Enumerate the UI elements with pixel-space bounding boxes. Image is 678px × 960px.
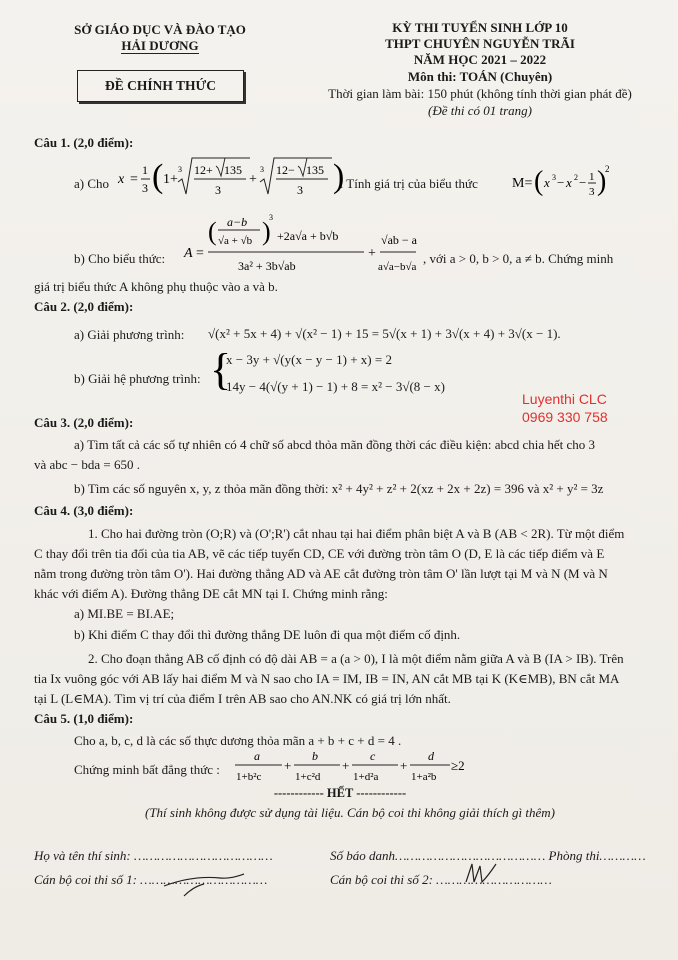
svg-text:2: 2 bbox=[574, 173, 578, 182]
subject: Môn thi: TOÁN (Chuyên) bbox=[407, 69, 553, 84]
q5-line2: Chứng minh bất đẳng thức : bbox=[74, 762, 220, 777]
department-name: SỞ GIÁO DỤC VÀ ĐÀO TẠO bbox=[74, 22, 246, 37]
svg-text:x: x bbox=[118, 172, 125, 187]
svg-text:): ) bbox=[262, 217, 271, 246]
q4-p1-line4: khác với điểm A). Đường thẳng DE cắt MN tại I. Chứng minh rằng: bbox=[34, 586, 388, 601]
q2b-eq1: x − 3y + √(y(x − y − 1) + x) = 2 bbox=[226, 352, 392, 367]
svg-text:3: 3 bbox=[215, 183, 221, 197]
svg-text:x: x bbox=[544, 175, 550, 190]
question-4-title: Câu 4. (3,0 điểm): bbox=[34, 503, 134, 518]
q1b-condition: , với a > 0, b > 0, a ≠ b. Chứng minh bbox=[423, 251, 614, 266]
q1b-A-formula bbox=[184, 210, 416, 282]
svg-text:√ab − a: √ab − a bbox=[381, 233, 418, 247]
svg-text:(: ( bbox=[534, 166, 544, 197]
province-name: HẢI DƯƠNG bbox=[121, 38, 199, 53]
svg-text:=: = bbox=[130, 172, 138, 187]
svg-text:1: 1 bbox=[589, 171, 595, 183]
svg-text:135: 135 bbox=[306, 163, 324, 177]
q2a-label: a) Giải phương trình: bbox=[74, 327, 185, 342]
footer-note: (Thí sinh không được sử dụng tài liệu. Cán bộ coi thi không giải thích gì thêm) bbox=[144, 805, 555, 820]
question-2-title: Câu 2. (2,0 điểm): bbox=[34, 299, 134, 314]
proctor-2-signature bbox=[462, 860, 502, 890]
svg-text:b: b bbox=[312, 749, 318, 763]
q5-line1: Cho a, b, c, d là các số thực dương thỏa mãn a + b + c + d = 4 . bbox=[74, 733, 402, 748]
svg-text:12−: 12− bbox=[276, 163, 295, 177]
svg-text:≥2: ≥2 bbox=[451, 758, 465, 773]
svg-text:=: = bbox=[196, 246, 204, 261]
q1b-label: b) Cho biểu thức: bbox=[74, 251, 166, 266]
q2b-eq2: 14y − 4(√(y + 1) − 1) + 8 = x² − 3√(8 − x) bbox=[226, 379, 445, 394]
svg-text:+: + bbox=[368, 246, 376, 261]
svg-text:): ) bbox=[333, 158, 345, 195]
svg-text:1+a²b: 1+a²b bbox=[411, 771, 437, 783]
svg-text:A: A bbox=[184, 246, 193, 261]
svg-text:3: 3 bbox=[589, 186, 595, 198]
q4-p1-line2: C thay đổi trên tia đối của tia AB, vẽ các tiếp tuyến CD, CE với đường tròn tâm O (D, E là các tiếp điểm và E bbox=[34, 546, 605, 561]
svg-text:c: c bbox=[370, 749, 376, 763]
svg-text:d: d bbox=[428, 749, 434, 763]
svg-text:1: 1 bbox=[142, 163, 148, 177]
svg-text:): ) bbox=[597, 166, 607, 197]
svg-text:(: ( bbox=[152, 158, 164, 195]
proctor-1-signature bbox=[160, 862, 250, 902]
svg-text:3: 3 bbox=[297, 183, 303, 197]
watermark-name: Luyenthi CLC bbox=[522, 391, 607, 407]
svg-text:2: 2 bbox=[605, 164, 610, 174]
q1a-m-formula bbox=[512, 160, 612, 206]
svg-text:3: 3 bbox=[142, 181, 148, 195]
q3b-text: b) Tìm các số nguyên x, y, z thỏa mãn đồng thời: x² + 4y² + z² + 2(xz + 2x + 2z) = 396 và x² + y² = 3z bbox=[74, 481, 604, 496]
q1a-x-formula bbox=[118, 152, 350, 208]
svg-text:12+: 12+ bbox=[194, 163, 213, 177]
q4-p2-line2: tia Ix vuông góc với AB lấy hai điểm M và N sao cho IA = IM, IB = IN, AN cắt MB tại K (K∈MB), BN cắt MA bbox=[34, 671, 620, 686]
q2b-label: b) Giải hệ phương trình: bbox=[74, 371, 201, 386]
school-year: NĂM HỌC 2021 – 2022 bbox=[413, 52, 547, 67]
exam-title: KỲ THI TUYỂN SINH LỚP 10 bbox=[392, 20, 568, 35]
q5-inequality bbox=[232, 746, 465, 786]
svg-text:+: + bbox=[400, 758, 408, 773]
svg-text:3a² + 3b√ab: 3a² + 3b√ab bbox=[238, 259, 296, 273]
svg-text:{: { bbox=[210, 345, 232, 394]
q4-p1-line1: 1. Cho hai đường tròn (O;R) và (O';R') cắt nhau tại hai điểm phân biệt A và B (AB < 2R). Từ một điểm bbox=[88, 526, 625, 541]
svg-text:√a + √b: √a + √b bbox=[218, 235, 253, 247]
svg-text:+: + bbox=[342, 758, 350, 773]
q4-p1-a: a) MI.BE = BI.AE; bbox=[74, 606, 175, 621]
svg-text:+: + bbox=[249, 172, 257, 187]
proctor-2-field: Cán bộ coi thi số 2: ………………………… bbox=[330, 872, 552, 887]
svg-text:(: ( bbox=[208, 217, 217, 246]
q1a-label: a) Cho bbox=[74, 176, 110, 191]
school-name: THPT CHUYÊN NGUYỄN TRÃI bbox=[385, 36, 575, 51]
svg-text:M=: M= bbox=[512, 176, 533, 191]
candidate-id-room-field: Số báo danh………………………………… Phòng thi………… bbox=[330, 848, 646, 863]
svg-text:1+d²a: 1+d²a bbox=[353, 771, 379, 783]
svg-text:−: − bbox=[579, 175, 587, 190]
svg-text:+: + bbox=[284, 758, 292, 773]
q4-p2-line1: 2. Cho đoạn thẳng AB cố định có độ dài AB = a (a > 0), I là một điểm nằm giữa A và B (IA > IB). Trên bbox=[88, 651, 624, 666]
end-marker: ------------ HẾT ------------ bbox=[273, 786, 407, 800]
svg-text:a−b: a−b bbox=[227, 215, 248, 229]
page-count: (Đề thi có 01 trang) bbox=[428, 103, 532, 118]
q3a-line2: và abc − bda = 650 . bbox=[34, 457, 140, 472]
official-box: ĐỀ CHÍNH THỨC bbox=[77, 70, 244, 102]
svg-text:135: 135 bbox=[224, 163, 242, 177]
svg-text:a√a−b√a: a√a−b√a bbox=[378, 261, 417, 273]
question-3-title: Câu 3. (2,0 điểm): bbox=[34, 415, 134, 430]
candidate-name-field: Họ và tên thí sinh: ……………………………… bbox=[34, 848, 273, 863]
q1a-mid-text: . Tính giá trị của biểu thức bbox=[340, 176, 478, 191]
svg-text:1+c²d: 1+c²d bbox=[295, 771, 321, 783]
svg-text:3: 3 bbox=[178, 165, 182, 174]
svg-text:3: 3 bbox=[269, 213, 273, 222]
q4-p1-b: b) Khi điểm C thay đổi thì đường thẳng DE luôn đi qua một điểm cố định. bbox=[74, 627, 461, 642]
q4-p2-line3: tại L (L∈MA). Tìm vị trí của điểm I trên AB sao cho AN.NK có giá trị lớn nhất. bbox=[34, 691, 451, 706]
exam-duration: Thời gian làm bài: 150 phút (không tính thời gian phát đề) bbox=[328, 86, 632, 101]
svg-text:a: a bbox=[254, 749, 260, 763]
svg-text:x: x bbox=[566, 175, 572, 190]
q3a-text: a) Tìm tất cả các số tự nhiên có 4 chữ số abcd thỏa mãn đồng thời các điều kiện: abcd chia hết cho 3 bbox=[74, 437, 596, 452]
proctor-1-field: Cán bộ coi thi số 1: …………………………… bbox=[34, 872, 268, 887]
svg-text:1+b²c: 1+b²c bbox=[236, 771, 262, 783]
svg-text:−: − bbox=[557, 175, 565, 190]
question-1-title: Câu 1. (2,0 điểm): bbox=[34, 135, 134, 150]
question-5-title: Câu 5. (1,0 điểm): bbox=[34, 711, 134, 726]
svg-text:1+: 1+ bbox=[163, 172, 178, 187]
svg-text:3: 3 bbox=[260, 165, 264, 174]
svg-text:+2a√a + b√b: +2a√a + b√b bbox=[277, 229, 339, 243]
watermark-phone: 0969 330 758 bbox=[522, 409, 608, 425]
q4-p1-line3: nằm trong đường tròn tâm O'). Hai đường thẳng AD và AE cắt đường tròn tâm O' lần lượt tại M và N (M và N bbox=[34, 566, 608, 581]
svg-text:3: 3 bbox=[552, 173, 556, 182]
q2a-equation: √(x² + 5x + 4) + √(x² − 1) + 15 = 5√(x + 1) + 3√(x + 4) + 3√(x − 1). bbox=[208, 326, 561, 341]
q1b-line2: giá trị biểu thức A không phụ thuộc vào a và b. bbox=[34, 279, 278, 294]
